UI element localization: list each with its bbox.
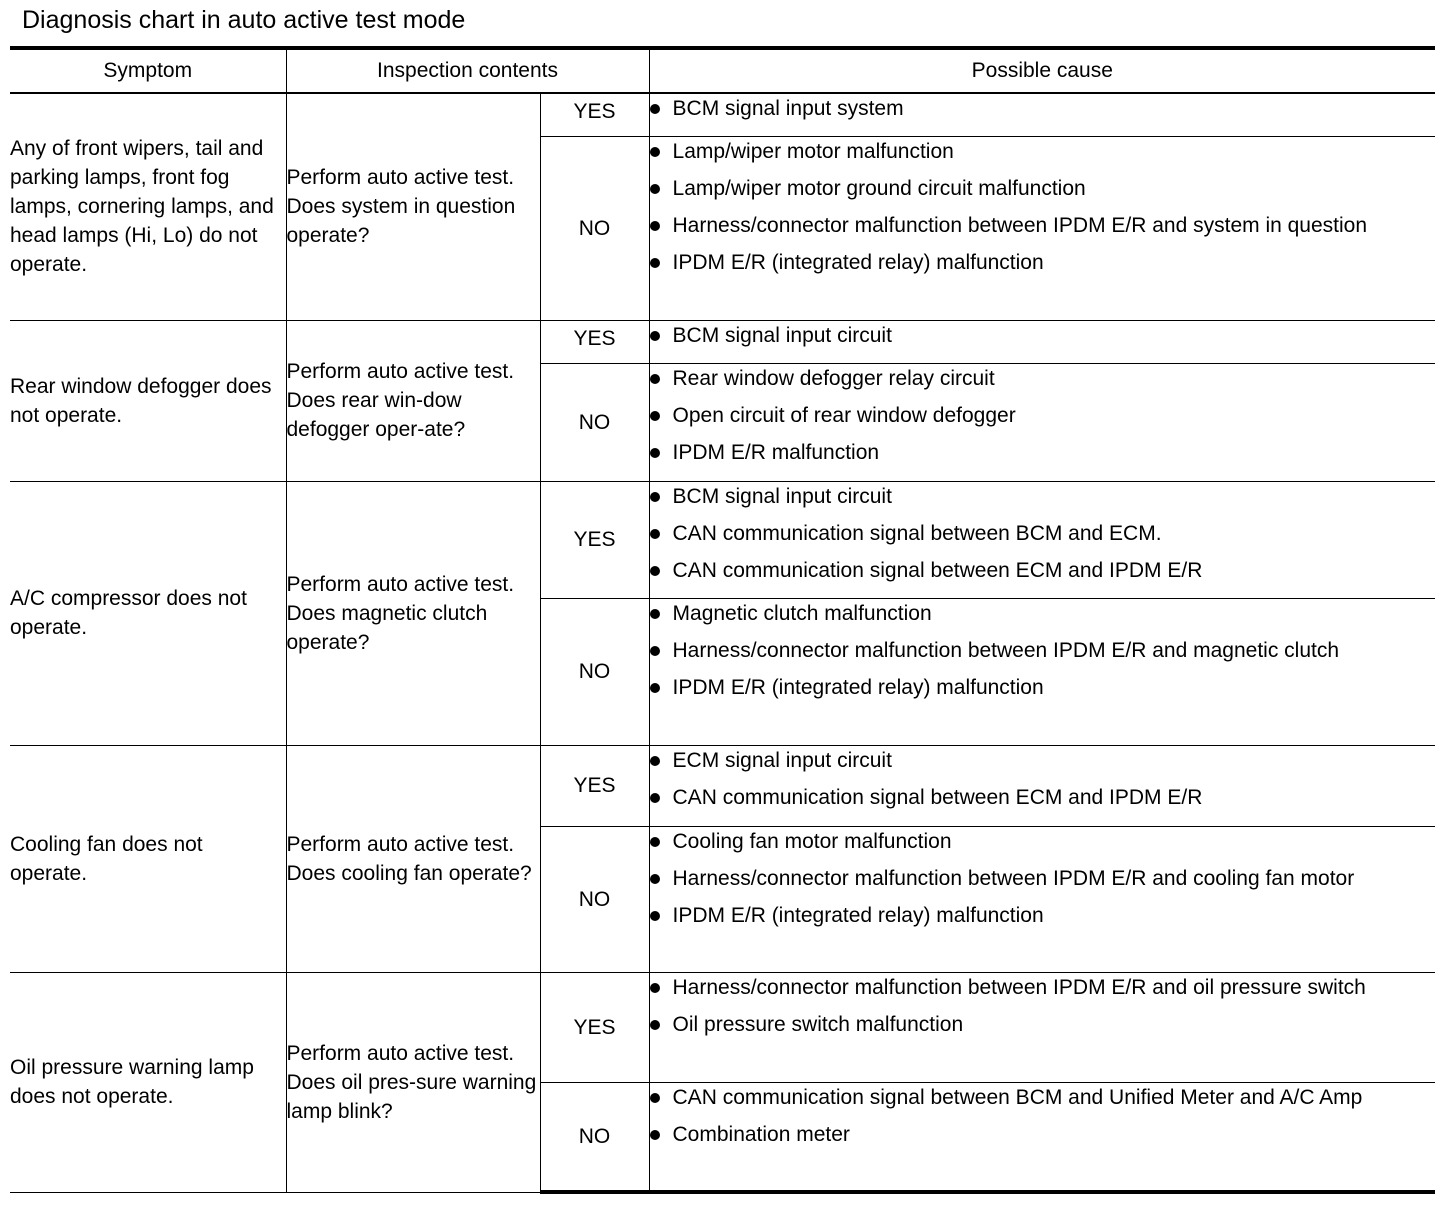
cause-text: Lamp/wiper motor malfunction (672, 139, 954, 163)
cause-text: Harness/connector malfunction between IPDM E/R and magnetic clutch (672, 638, 1340, 662)
symptom-cell: Oil pressure warning lamp does not operate. (10, 972, 286, 1192)
cause-item (650, 1120, 1436, 1149)
bullet-icon (650, 837, 660, 847)
cause-text: IPDM E/R malfunction (672, 440, 880, 464)
cause-text: Magnetic clutch malfunction (672, 601, 932, 625)
cause-cell (649, 972, 1435, 1082)
cause-text: BCM signal input system (672, 97, 904, 120)
cause-item (650, 482, 1436, 511)
bullet-icon (650, 756, 660, 766)
cause-item (650, 973, 1436, 1002)
answer-yes: YES (540, 93, 649, 136)
answer-no: NO (540, 363, 649, 481)
cause-text: CAN communication signal between BCM and Unified Meter and A/C Amp (672, 1085, 1363, 1109)
table-row (10, 93, 1435, 136)
inspection-cell: Perform auto active test. Does rear win-dow defogger oper-ate? (286, 320, 540, 481)
symptom-cell: Any of front wipers, tail and parking lamps, front fog lamps, cornering lamps, and head lamps (Hi, Lo) do not operate. (10, 93, 286, 320)
cause-cell (649, 826, 1435, 972)
answer-no: NO (540, 1082, 649, 1192)
cause-cell (649, 598, 1435, 745)
cause-item (650, 94, 1436, 123)
cause-cell (649, 363, 1435, 481)
diagnosis-table (10, 46, 1435, 1194)
cause-item (650, 519, 1436, 548)
bullet-icon (650, 492, 660, 502)
bullet-icon (650, 1130, 660, 1140)
bullet-icon (650, 529, 660, 539)
answer-no: NO (540, 598, 649, 745)
inspection-cell: Perform auto active test. Does cooling fan operate? (286, 745, 540, 972)
cause-cell (649, 320, 1435, 363)
answer-yes: YES (540, 972, 649, 1082)
cause-text: Harness/connector malfunction between IPDM E/R and system in question (672, 213, 1368, 237)
bullet-icon (650, 874, 660, 884)
bullet-icon (650, 911, 660, 921)
answer-no: NO (540, 136, 649, 320)
cause-item (650, 673, 1436, 702)
table-row (10, 745, 1435, 826)
bullet-icon (650, 566, 660, 576)
bullet-icon (650, 331, 660, 341)
symptom-cell: Rear window defogger does not operate. (10, 320, 286, 481)
cause-item (650, 827, 1436, 856)
cause-text: IPDM E/R (integrated relay) malfunction (672, 903, 1044, 927)
cause-text: Rear window defogger relay circuit (672, 366, 995, 390)
bullet-icon (650, 793, 660, 803)
cause-item (650, 864, 1436, 893)
bullet-icon (650, 983, 660, 993)
bullet-icon (650, 1093, 660, 1103)
cause-text: Open circuit of rear window defogger (672, 403, 1016, 427)
cause-item (650, 1083, 1436, 1112)
cause-item (650, 211, 1436, 240)
cause-text: BCM signal input circuit (672, 484, 892, 508)
cause-item (650, 438, 1436, 467)
cause-text: Harness/connector malfunction between IPDM E/R and cooling fan motor (672, 866, 1355, 890)
cause-item (650, 599, 1436, 628)
bullet-icon (650, 258, 660, 268)
cause-cell (649, 481, 1435, 598)
cause-item (650, 137, 1436, 166)
cause-item (650, 1010, 1436, 1039)
cause-text: IPDM E/R (integrated relay) malfunction (672, 250, 1044, 274)
symptom-cell: Cooling fan does not operate. (10, 745, 286, 972)
page-title: Diagnosis chart in auto active test mode (22, 6, 466, 34)
cause-text: Lamp/wiper motor ground circuit malfunction (672, 176, 1086, 200)
cause-text: CAN communication signal between BCM and ECM. (672, 521, 1162, 545)
cause-item (650, 174, 1436, 203)
table-row (10, 320, 1435, 363)
bullet-icon (650, 646, 660, 656)
answer-yes: YES (540, 745, 649, 826)
table-row (10, 972, 1435, 1082)
answer-no: NO (540, 826, 649, 972)
cause-item (650, 321, 1436, 350)
cause-item (650, 364, 1436, 393)
cause-cell (649, 93, 1435, 136)
cause-item (650, 556, 1436, 585)
cause-text: CAN communication signal between ECM and IPDM E/R (672, 785, 1203, 809)
table-row (10, 481, 1435, 598)
cause-text: BCM signal input circuit (672, 323, 892, 347)
answer-yes: YES (540, 320, 649, 363)
cause-text: IPDM E/R (integrated relay) malfunction (672, 675, 1044, 699)
bullet-icon (650, 374, 660, 384)
symptom-cell: A/C compressor does not operate. (10, 481, 286, 745)
cause-text: Harness/connector malfunction between IPDM E/R and oil pressure switch (672, 975, 1366, 999)
symptom-header: Symptom (10, 48, 286, 93)
cause-cell (649, 1082, 1435, 1192)
cause-text: Cooling fan motor malfunction (672, 829, 952, 853)
bullet-icon (650, 411, 660, 421)
cause-item (650, 901, 1436, 930)
bullet-icon (650, 1020, 660, 1030)
cause-item (650, 401, 1436, 430)
bullet-icon (650, 683, 660, 693)
cause-item (650, 636, 1436, 665)
answer-yes: YES (540, 481, 649, 598)
bullet-icon (650, 104, 660, 114)
cause-item (650, 783, 1436, 812)
cause-cell (649, 136, 1435, 320)
cause-text: CAN communication signal between ECM and IPDM E/R (672, 558, 1203, 582)
bullet-icon (650, 609, 660, 619)
cause-text: Combination meter (672, 1122, 850, 1146)
bullet-icon (650, 221, 660, 231)
inspection-cell: Perform auto active test. Does magnetic clutch operate? (286, 481, 540, 745)
cause-text: ECM signal input circuit (672, 748, 892, 772)
cause-item (650, 248, 1436, 277)
bullet-icon (650, 147, 660, 157)
inspection-cell: Perform auto active test. Does oil pres-sure warning lamp blink? (286, 972, 540, 1192)
table-header-row (10, 48, 1435, 93)
inspection-cell: Perform auto active test. Does system in question operate? (286, 93, 540, 320)
inspection-header: Inspection contents (286, 48, 649, 93)
bullet-icon (650, 448, 660, 458)
bullet-icon (650, 184, 660, 194)
possible-cause-header: Possible cause (649, 48, 1435, 93)
cause-item (650, 746, 1436, 775)
cause-cell (649, 745, 1435, 826)
cause-text: Oil pressure switch malfunction (672, 1012, 964, 1036)
